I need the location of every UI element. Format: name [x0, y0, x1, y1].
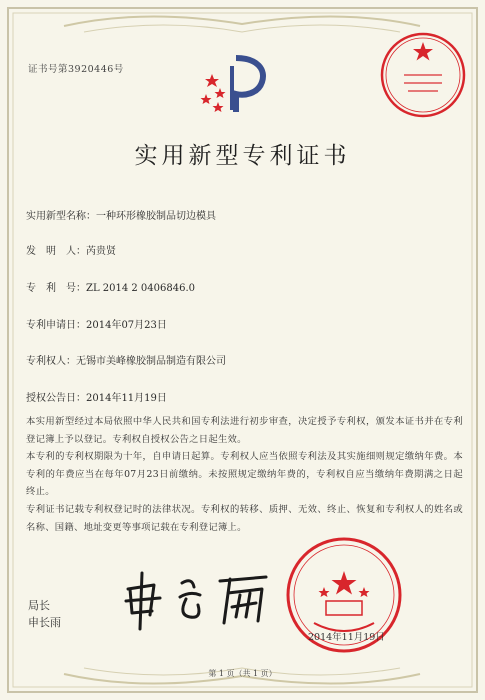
field-label: 专利权人： [26, 356, 76, 367]
signer-title: 局长 [28, 599, 50, 612]
body-paragraph-1: 本实用新型经过本局依照中华人民共和国专利法进行初步审查，决定授予专利权，颁发本证书并在专利登记簿上予以登记。专利权自授权公告之日起生效。 [26, 416, 463, 445]
field-label: 专利申请日： [26, 320, 86, 331]
field-patentee [26, 352, 226, 367]
patent-office-logo-icon [196, 52, 274, 116]
field-inventor [26, 242, 116, 257]
field-label: 发 明 人： [26, 246, 86, 257]
agency-seal-icon [378, 30, 468, 120]
field-application-date [26, 316, 167, 331]
field-value: 无锡市美峰橡胶制品制造有限公司 [76, 356, 226, 367]
field-value: 2014年11月19日 [86, 393, 167, 404]
field-value: ZL 2014 2 0406846.0 [86, 283, 196, 294]
body-paragraph-3: 专利证书记载专利权登记时的法律状况。专利权的转移、质押、无效、终止、恢复和专利权人的姓名或名称、国籍、地址变更等事项记载在专利登记簿上。 [26, 504, 463, 533]
seal-date: 2014年11月19日 [308, 632, 385, 643]
field-grant-date [26, 389, 167, 404]
certificate-title: 实用新型专利证书 [134, 143, 351, 169]
handwritten-signature-icon [120, 565, 275, 635]
field-utility-model-name [26, 207, 216, 222]
body-paragraph-2: 本专利的专利权期限为十年，自申请日起算。专利权人应当依照专利法及其实施细则规定缴纳年费。本专利的年费应当在每年07月23日前缴纳。未按照规定缴纳年费的，专利权自应当缴纳年费期满之日起终止。 [26, 451, 463, 497]
field-label: 授权公告日： [26, 393, 86, 404]
field-value: 2014年07月23日 [86, 320, 167, 331]
signer-name: 申长雨 [28, 616, 61, 629]
page-footer: 第 1 页（共 1 页） [208, 669, 277, 678]
field-label: 实用新型名称： [26, 211, 96, 222]
field-patent-number [26, 279, 195, 294]
field-label: 专 利 号： [26, 283, 86, 294]
field-value: 芮贵贤 [86, 246, 116, 257]
field-value: 一种环形橡胶制品切边模具 [96, 211, 216, 222]
certificate-number: 证书号第3920446号 [28, 64, 124, 75]
